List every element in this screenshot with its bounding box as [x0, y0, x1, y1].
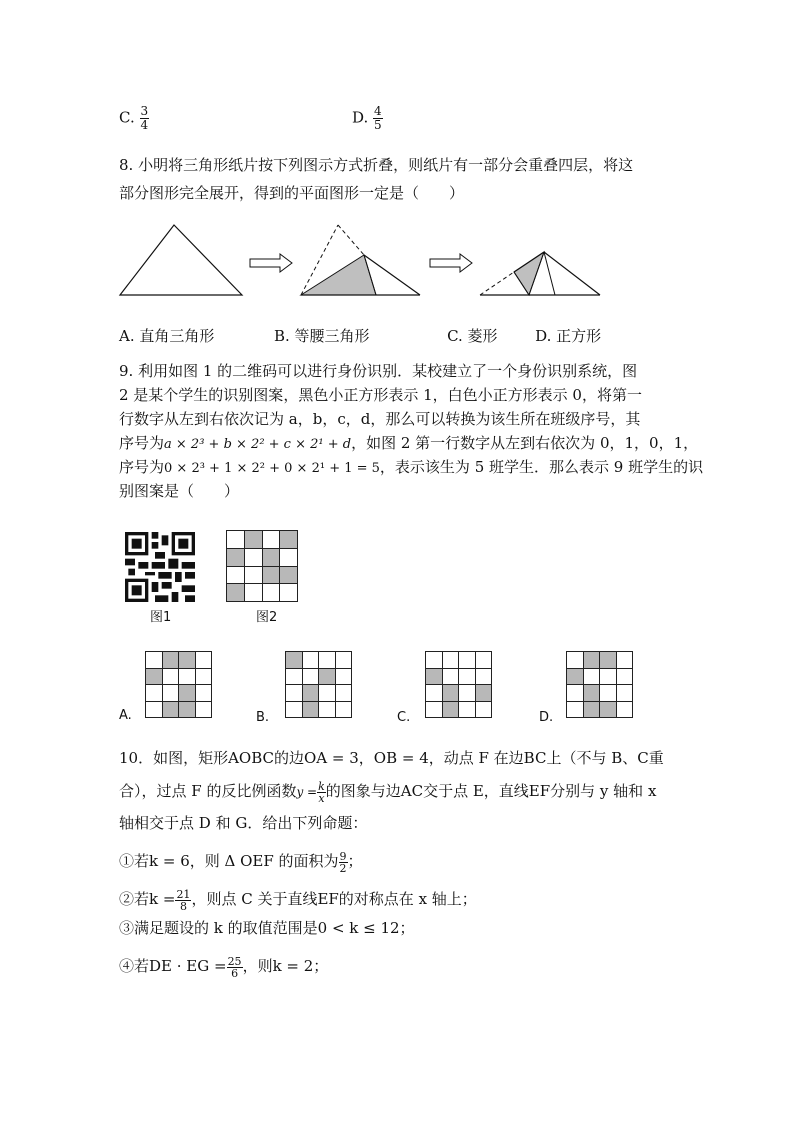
grid-cell-filled: [179, 685, 195, 701]
choice-b-label: B.: [256, 710, 270, 725]
fraction: $\frac{25}{6}$: [227, 954, 242, 980]
grid-cell-empty: [286, 669, 302, 685]
grid-cell-empty: [336, 652, 352, 668]
fraction: $\frac{k}{x}$: [318, 779, 325, 805]
grid-cell-empty: [600, 685, 616, 701]
grid-cell-empty: [476, 669, 492, 685]
triangle-fold-step2: [480, 252, 600, 295]
grid-cell-empty: [319, 652, 335, 668]
q8-text-line1: 8. 小明将三角形纸片按下列图示方式折叠，则纸片有一部分会重叠四层，将这: [119, 156, 634, 174]
choice-c-grid: [425, 651, 492, 718]
grid-cell-empty: [426, 702, 442, 718]
q10-text-line1: 10．如图，矩形AOBC的边OA = 3，OB = 4，动点 F 在边BC上（不与 B、C重: [119, 749, 664, 767]
grid-cell-empty: [245, 549, 262, 566]
formula: 0 × 2³ + 1 × 2² + 0 × 2¹ + 1 = 5: [164, 461, 380, 476]
fig2-caption: 图2: [256, 610, 278, 625]
grid-cell-filled: [600, 702, 616, 718]
grid-cell-empty: [146, 652, 162, 668]
fraction: $\frac{9}{2}$: [339, 849, 347, 875]
grid-cell-filled: [227, 549, 244, 566]
grid-cell-empty: [163, 669, 179, 685]
grid-cell-empty: [227, 567, 244, 584]
grid-cell-empty: [319, 685, 335, 701]
grid-cell-filled: [443, 702, 459, 718]
grid-cell-filled: [163, 702, 179, 718]
q10-proposition-1: ①若k = 6，则 Δ OEF 的面积为 $\frac{9}{2}$ ；: [119, 849, 363, 875]
grid-cell-empty: [336, 702, 352, 718]
choice-c-label: C.: [397, 710, 411, 725]
grid-cell-empty: [476, 702, 492, 718]
grid-cell-filled: [280, 567, 297, 584]
grid-cell-empty: [459, 702, 475, 718]
grid-cell-filled: [280, 531, 297, 548]
grid-cell-empty: [196, 685, 212, 701]
grid-cell-filled: [584, 685, 600, 701]
grid-cell-empty: [567, 685, 583, 701]
q10-proposition-3: ③满足题设的 k 的取值范围是0 < k ≤ 12；: [119, 919, 415, 937]
grid-cell-filled: [319, 669, 335, 685]
grid-cell-empty: [303, 669, 319, 685]
qr-code-icon: [125, 532, 195, 602]
grid-cell-filled: [245, 531, 262, 548]
fig2-pattern-grid: [226, 530, 298, 602]
formula: a × 2³ + b × 2² + c × 2¹ + d: [164, 437, 352, 452]
grid-cell-filled: [443, 685, 459, 701]
arrow-icon: [250, 254, 292, 272]
q8-text-line2: 部分图形完全展开，得到的平面图形一定是（ ）: [119, 184, 465, 202]
grid-cell-empty: [245, 567, 262, 584]
grid-cell-empty: [280, 584, 297, 601]
triangle-original: [120, 225, 242, 295]
option-label: C.: [119, 108, 135, 127]
option-b: B. 等腰三角形: [273, 327, 370, 345]
fraction: $\frac{4}{5}$: [374, 104, 382, 132]
grid-cell-empty: [263, 584, 280, 601]
grid-cell-empty: [443, 669, 459, 685]
q10-proposition-2: ②若k = $\frac{21}{8}$ ，则点 C 关于直线EF的对称点在 x 轴上；: [119, 887, 477, 913]
grid-cell-empty: [426, 652, 442, 668]
grid-cell-empty: [227, 531, 244, 548]
grid-cell-empty: [459, 652, 475, 668]
choice-a-grid: [145, 651, 212, 718]
grid-cell-empty: [245, 584, 262, 601]
grid-cell-filled: [227, 584, 244, 601]
grid-cell-filled: [146, 669, 162, 685]
q10-proposition-4: ④若DE · EG = $\frac{25}{6}$ ，则k = 2；: [119, 954, 329, 980]
grid-cell-empty: [567, 702, 583, 718]
grid-cell-empty: [263, 531, 280, 548]
grid-cell-empty: [319, 702, 335, 718]
grid-cell-empty: [336, 669, 352, 685]
grid-cell-empty: [286, 685, 302, 701]
grid-cell-filled: [426, 669, 442, 685]
grid-cell-filled: [286, 652, 302, 668]
grid-cell-filled: [179, 652, 195, 668]
grid-cell-empty: [584, 669, 600, 685]
grid-cell-filled: [584, 652, 600, 668]
option-c: C. 菱形: [447, 327, 498, 345]
option-label: D.: [352, 108, 369, 127]
q9-text-line5: 序号为0 × 2³ + 1 × 2² + 0 × 2¹ + 1 = 5，表示该生为 5 班学生．那么表示 9 班学生的识: [119, 458, 704, 476]
q9-text-line6: 别图案是（ ）: [119, 482, 240, 500]
choice-d-grid: [566, 651, 633, 718]
grid-cell-empty: [476, 652, 492, 668]
grid-cell-filled: [584, 702, 600, 718]
grid-cell-empty: [196, 669, 212, 685]
fig1-caption: 图1: [150, 610, 172, 625]
grid-cell-empty: [280, 549, 297, 566]
grid-cell-empty: [426, 685, 442, 701]
q7-option-d: [352, 105, 383, 132]
triangle-fold-step1: [301, 225, 420, 295]
q10-text-line2: 合），过点 F 的反比例函数y = $\frac{k}{x}$ 的图象与边AC交于点 E，直线EF分别与 y 轴和 x: [119, 779, 657, 805]
grid-cell-empty: [146, 685, 162, 701]
q9-text-line2: 2 是某个学生的识别图案，黑色小正方形表示 1，白色小正方形表示 0，将第一: [119, 386, 642, 404]
grid-cell-filled: [263, 549, 280, 566]
choice-d-label: D.: [539, 710, 554, 725]
grid-cell-empty: [567, 652, 583, 668]
grid-cell-filled: [179, 702, 195, 718]
fraction: $\frac{3}{4}$: [140, 104, 149, 132]
grid-cell-filled: [263, 567, 280, 584]
grid-cell-filled: [163, 652, 179, 668]
grid-cell-empty: [600, 669, 616, 685]
grid-cell-empty: [146, 702, 162, 718]
grid-cell-empty: [286, 702, 302, 718]
q8-folding-figure: [110, 215, 620, 305]
grid-cell-empty: [336, 685, 352, 701]
grid-cell-empty: [196, 702, 212, 718]
grid-cell-filled: [600, 652, 616, 668]
option-d: D. 正方形: [535, 327, 602, 345]
q8-options: [119, 325, 601, 346]
arrow-icon: [430, 254, 472, 272]
grid-cell-empty: [617, 669, 633, 685]
grid-cell-empty: [617, 685, 633, 701]
grid-cell-empty: [459, 685, 475, 701]
q9-text-line4: 序号为a × 2³ + b × 2² + c × 2¹ + d，如图 2 第一行数字从左到右依次为 0，1，0，1，: [119, 434, 699, 452]
fraction: $\frac{21}{8}$: [176, 887, 191, 913]
q7-option-c: [119, 105, 149, 132]
grid-cell-empty: [303, 652, 319, 668]
grid-cell-empty: [617, 652, 633, 668]
grid-cell-filled: [303, 685, 319, 701]
q10-text-line3: 轴相交于点 D 和 G．给出下列命题：: [119, 814, 368, 832]
choice-b-grid: [285, 651, 352, 718]
choice-a-label: A.: [119, 708, 132, 723]
grid-cell-empty: [163, 685, 179, 701]
grid-cell-empty: [179, 669, 195, 685]
grid-cell-filled: [567, 669, 583, 685]
q9-text-line1: 9. 利用如图 1 的二维码可以进行身份识别．某校建立了一个身份识别系统，图: [119, 362, 638, 380]
option-a: A. 直角三角形: [119, 327, 215, 345]
grid-cell-empty: [459, 669, 475, 685]
grid-cell-filled: [476, 685, 492, 701]
grid-cell-filled: [303, 702, 319, 718]
grid-cell-empty: [617, 702, 633, 718]
grid-cell-empty: [443, 652, 459, 668]
grid-cell-empty: [196, 652, 212, 668]
q9-text-line3: 行数字从左到右依次记为 a，b，c，d，那么可以转换为该生所在班级序号，其: [119, 410, 641, 428]
